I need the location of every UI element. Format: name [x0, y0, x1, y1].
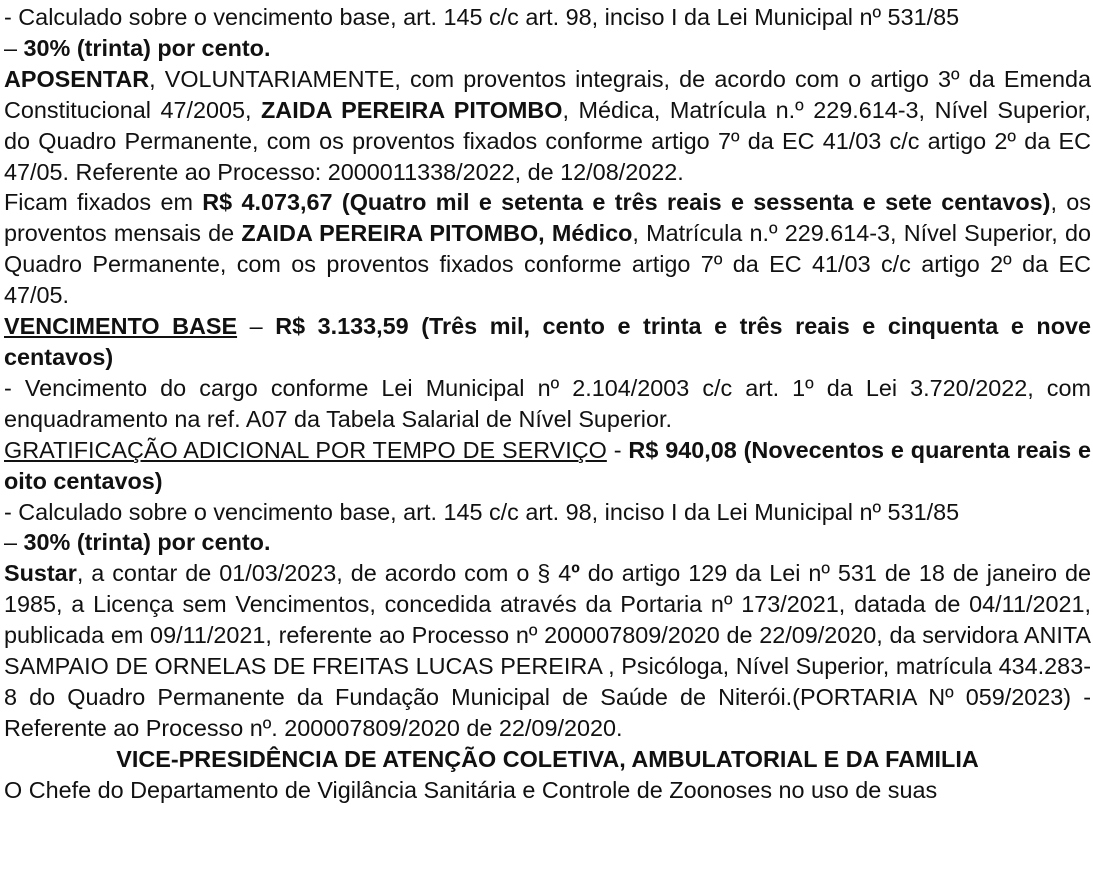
fixed-earnings-paragraph: [4, 187, 1091, 311]
retirement-text: , VOLUNTARIAMENTE, com proventos integrais, de acordo com o artigo 3º da Emenda Constitucional 47/2005,: [4, 65, 1091, 123]
base-salary-note-paragraph: [4, 373, 1091, 435]
base-salary-label: VENCIMENTO BASE: [4, 313, 238, 340]
separator: -: [606, 436, 629, 463]
retirement-text-cont: , Médica, Matrícula n.º 229.614-3, Nível Superior, do Quadro Permanente, com os proventos fixados conforme artigo 7º da EC 41/03 c/c artigo 2º da EC 47/05. Referente ao Processo: 2000011338/2022, de 12/08/2022.: [4, 96, 1092, 185]
section-heading: VICE-PRESIDÊNCIA DE ATENÇÃO COLETIVA, AMBULATORIAL E DA FAMILIA: [116, 745, 979, 772]
fixed-earnings-text: Ficam fixados em: [4, 189, 203, 216]
dash: –: [4, 34, 24, 61]
bonus-amount: R$ 940,08 (Novecentos e quarenta reais e oito centavos): [4, 436, 1091, 494]
suspension-paragraph: [4, 558, 1091, 743]
calculation-note-text: - Calculado sobre o vencimento base, art. 145 c/c art. 98, inciso I da Lei Municipal nº 531/85: [4, 4, 960, 30]
suspension-text-cont: do artigo 129 da Lei nº 531 de 18 de janeiro de 1985, a Licença sem Vencimentos, concedida através da Portaria nº 173/2021, datada de 04/11/2021, publicada em 09/11/2021, referente ao Processo nº 200007809/2020 de 22/09/2020, da servidora ANITA SAMPAIO DE ORNELAS DE FREITAS LUCAS PEREIRA , Psicóloga, Nível Superior, matrícula 434.283-8 do Quadro Permanente da Fundação Municipal de Saúde de Niterói.(PORTARIA Nº 059/2023) - Referente ao Processo nº. 200007809/2020 de 22/09/2020.: [4, 560, 1092, 741]
ordinal-mark: º: [571, 560, 580, 587]
bonus-label: GRATIFICAÇÃO ADICIONAL POR TEMPO DE SERVIÇO: [4, 436, 607, 463]
fixed-earnings-text-end: , Matrícula n.º 229.614-3, Nível Superior, do Quadro Permanente, com os proventos fixados conforme artigo 7º da EC 41/03 c/c artigo 2º da EC 47/05.: [4, 220, 1091, 309]
fixed-earnings-amount: R$ 4.073,67 (Quatro mil e setenta e três reais e sessenta e sete centavos): [202, 189, 1051, 216]
calculation-note-paragraph: [4, 497, 1091, 559]
employee-name: ZAIDA PEREIRA PITOMBO: [261, 96, 563, 123]
suspension-text: , a contar de 01/03/2023, de acordo com o § 4: [76, 560, 572, 587]
calculation-note-text: - Calculado sobre o vencimento base, art. 145 c/c art. 98, inciso I da Lei Municipal nº 531/85: [4, 498, 960, 525]
employee-name: ZAIDA PEREIRA PITOMBO, Médico: [241, 220, 633, 247]
percentage-text: 30% (trinta) por cento.: [23, 529, 271, 556]
fixed-earnings-text-cont: , os proventos mensais de: [4, 189, 1091, 247]
percentage-text: 30% (trinta) por cento.: [23, 34, 271, 61]
base-salary-amount: R$ 3.133,59 (Três mil, cento e trinta e três reais e cinquenta e nove centavos): [4, 313, 1091, 370]
retirement-paragraph: [4, 64, 1091, 188]
base-salary-paragraph: [4, 311, 1091, 373]
retirement-lead: APOSENTAR: [4, 65, 150, 92]
bonus-paragraph: [4, 435, 1091, 497]
dash: –: [4, 529, 24, 556]
base-salary-note-text: - Vencimento do cargo conforme Lei Municipal nº 2.104/2003 c/c art. 1º da Lei 3.720/2022, com enquadramento na ref. A07 da Tabela Salarial de Nível Superior.: [4, 374, 1091, 432]
department-paragraph: [4, 775, 1091, 806]
suspension-lead: Sustar: [4, 560, 77, 587]
separator: –: [237, 313, 276, 340]
calculation-note-paragraph: [4, 2, 1091, 64]
department-text: O Chefe do Departamento de Vigilância Sanitária e Controle de Zoonoses no uso de suas: [4, 776, 938, 803]
